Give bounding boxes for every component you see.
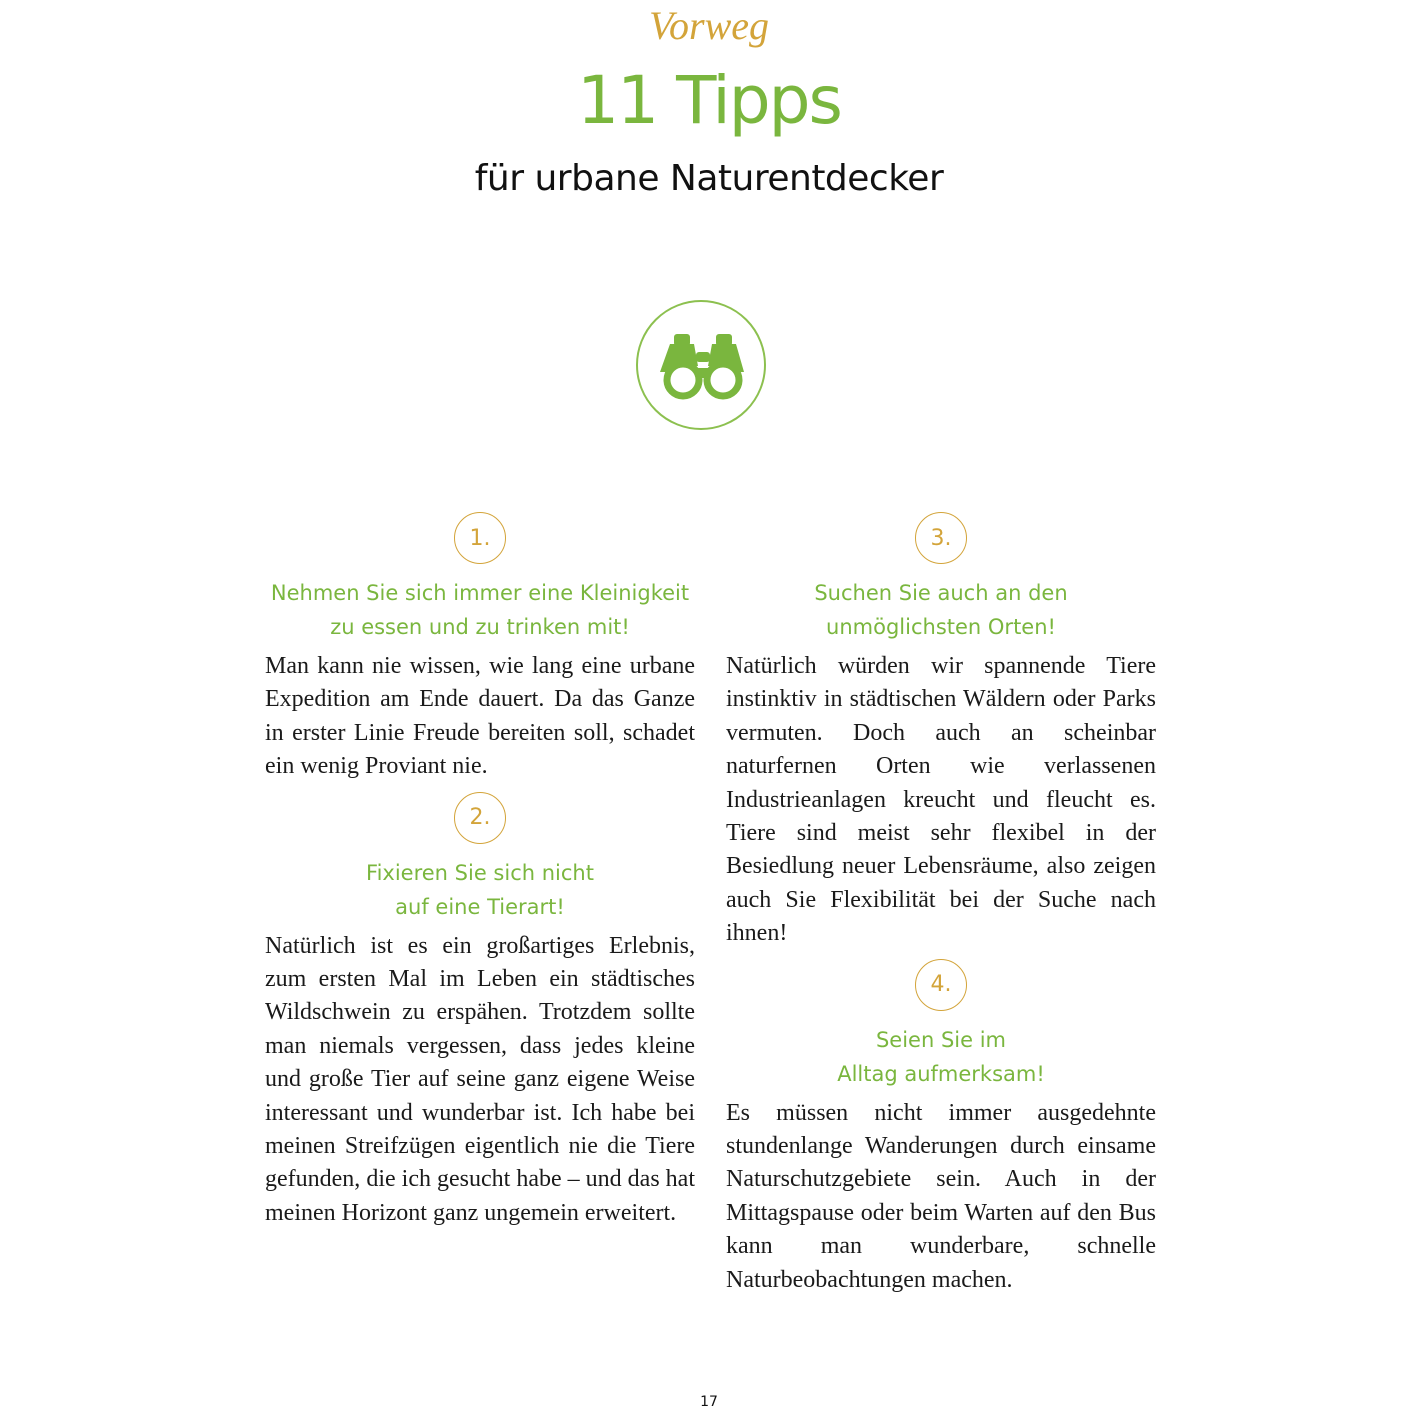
tip-heading-line: Fixieren Sie sich nicht xyxy=(366,860,594,885)
page-subtitle: für urbane Naturentdecker xyxy=(474,158,944,199)
tip-heading xyxy=(265,576,695,644)
tip-item xyxy=(265,792,695,1231)
tip-heading-line: zu essen und zu trinken mit! xyxy=(330,615,630,639)
tip-heading xyxy=(726,1023,1156,1091)
tip-number-badge: 3. xyxy=(915,512,967,564)
tip-number-badge: 4. xyxy=(915,959,967,1011)
tip-heading xyxy=(265,856,695,924)
tip-body: Es müssen nicht immer ausgedehnte stundenlange Wanderungen durch einsame Naturschutzgebiete sein. Auch in der Mittagspause oder beim Warten auf den Bus kann man wunderbare, schnelle Naturbeobachtungen machen. xyxy=(726,1099,1156,1293)
right-column xyxy=(726,512,1156,1297)
page-number: 17 xyxy=(700,1394,718,1410)
tip-number-badge: 1. xyxy=(454,512,506,564)
tip-number-badge: 2. xyxy=(454,792,506,844)
section-kicker: Vorweg xyxy=(649,3,769,48)
tip-item xyxy=(265,512,695,784)
tip-heading-line: auf eine Tierart! xyxy=(395,894,565,919)
tip-body: Man kann nie wissen, wie lang eine urbane Expedition am Ende dauert. Da das Ganze in erster Linie Freude bereiten soll, schadet ein wenig Proviant nie. xyxy=(265,653,695,780)
tip-heading-line: Suchen Sie auch an den xyxy=(814,581,1068,605)
tip-body: Natürlich würden wir spannende Tiere instinktiv in städtischen Wäldern oder Parks vermuten. Doch auch an scheinbar naturfernen Orten wie verlassenen Industrieanlagen kreucht und fleucht es. Tiere sind meist sehr flexibel in der Besiedlung neuer Lebensräume, also zeigen auch Sie Flexibilität bei der Suche nach ihnen! xyxy=(726,653,1156,947)
tip-item xyxy=(726,959,1156,1297)
page-title: 11 Tipps xyxy=(577,62,841,139)
tip-item xyxy=(726,512,1156,951)
binoculars-icon xyxy=(660,328,746,404)
tip-heading-line: Seien Sie im xyxy=(875,1027,1007,1052)
tip-heading-line: unmöglichsten Orten! xyxy=(826,615,1056,639)
tip-body: Natürlich ist es ein großartiges Erlebnis, zum ersten Mal im Leben ein städtisches Wildschwein zu erspähen. Trotzdem sollte man niemals vergessen, dass jedes kleine und große Tier auf seine ganz eigene Weise interessant und wunderbar ist. Ich habe bei meinen Streifzügen eigentlich nie die Tiere gefunden, die ich gesucht habe – und das hat meinen Horizont ganz ungemein erweitert. xyxy=(265,932,695,1226)
tip-heading-line: Nehmen Sie sich immer eine Kleinigkeit xyxy=(270,581,690,605)
emblem-circle xyxy=(636,300,766,430)
tip-heading xyxy=(726,576,1156,644)
left-column xyxy=(265,512,695,1230)
tip-heading-line: Alltag aufmerksam! xyxy=(837,1061,1045,1086)
